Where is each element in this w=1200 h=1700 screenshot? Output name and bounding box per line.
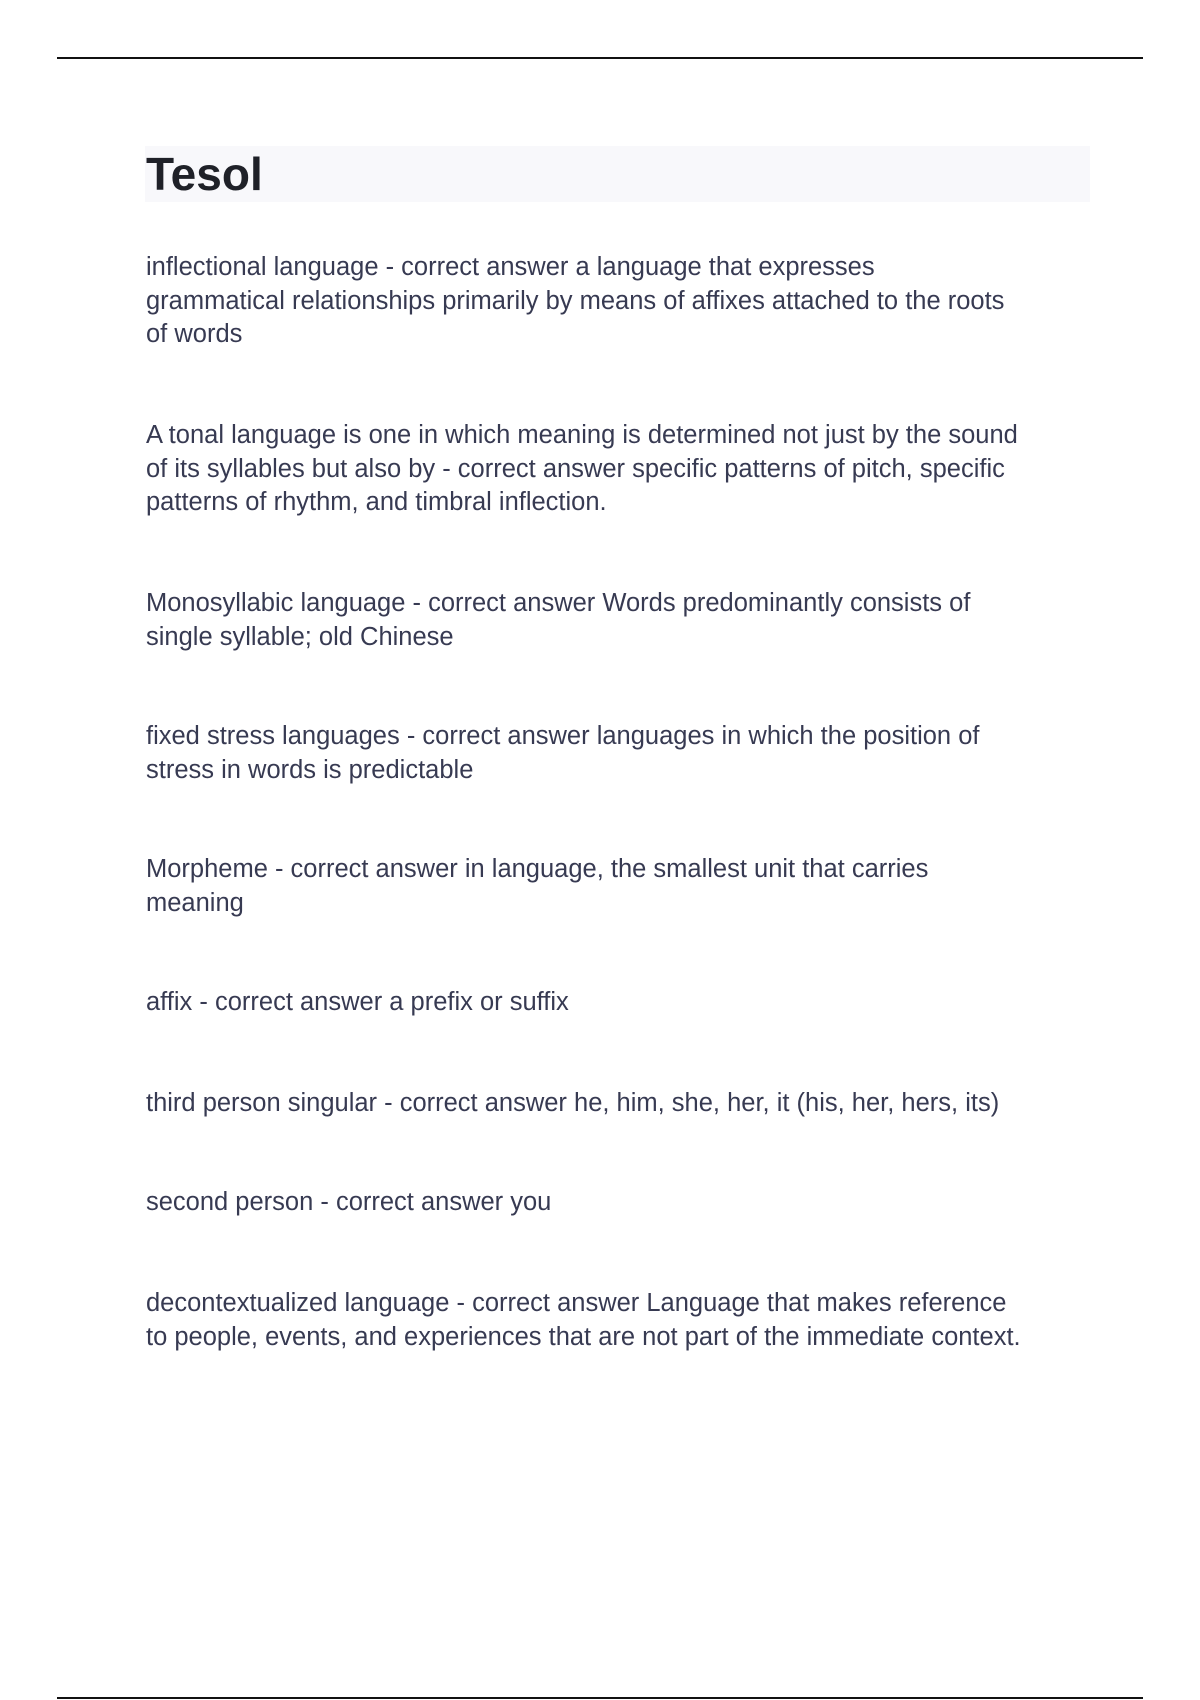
document-title: Tesol	[146, 148, 263, 200]
flashcard-entry: decontextualized language - correct answer Language that makes reference to people, events, and experiences that are not part of the immediate context.	[146, 1289, 1021, 1351]
flashcard-entry: third person singular - correct answer he, him, she, her, it (his, her, hers, its)	[146, 1089, 1000, 1117]
top-rule	[57, 57, 1143, 59]
flashcard-entry: second person - correct answer you	[146, 1188, 552, 1216]
flashcard-entry: Morpheme - correct answer in language, the smallest unit that carries meaning	[146, 855, 929, 917]
flashcard-entry: affix - correct answer a prefix or suffix	[146, 988, 569, 1016]
flashcard-entry: fixed stress languages - correct answer languages in which the position of stress in words is predictable	[146, 722, 980, 784]
flashcard-entry: A tonal language is one in which meaning is determined not just by the sound of its syllables but also by - correct answer specific patterns of pitch, specific patterns of rhythm, and timbral inflection.	[146, 421, 1018, 516]
flashcard-entry: inflectional language - correct answer a language that expresses grammatical relationships primarily by means of affixes attached to the roots of words	[146, 253, 1005, 348]
title-background	[145, 146, 1090, 202]
bottom-rule	[57, 1697, 1143, 1699]
flashcard-entry: Monosyllabic language - correct answer Words predominantly consists of single syllable; old Chinese	[146, 589, 971, 651]
